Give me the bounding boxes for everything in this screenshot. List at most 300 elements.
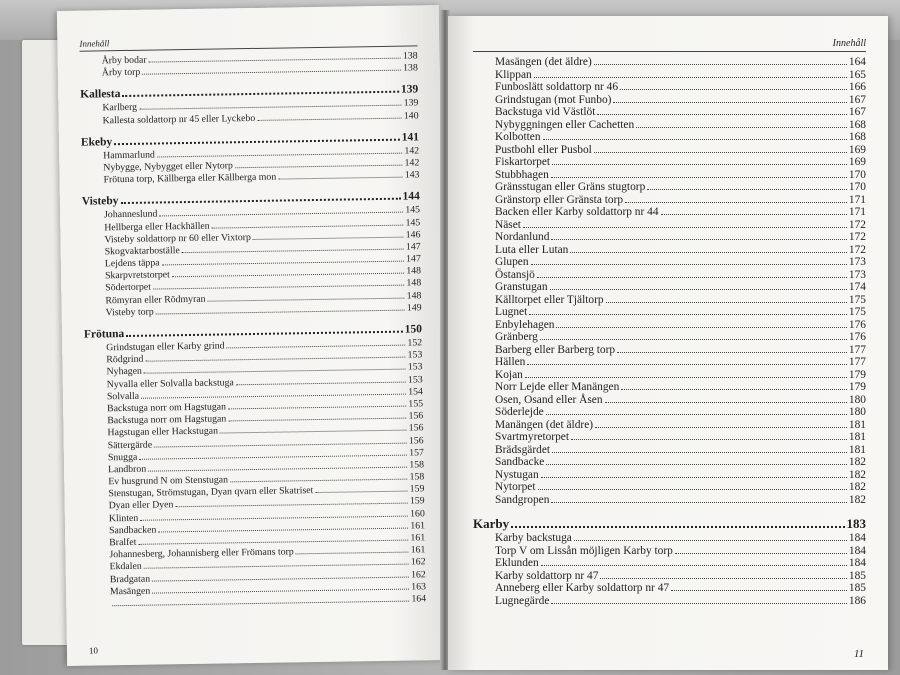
dot-leader <box>126 331 402 337</box>
dot-leader <box>571 439 847 440</box>
dot-leader <box>159 212 403 217</box>
dot-leader <box>152 588 409 593</box>
entry-title: Torp V om Lissån möjligen Karby torp <box>495 544 673 557</box>
dot-leader <box>253 236 404 239</box>
entry-title: Eklunden <box>495 557 539 569</box>
entry-title: Grindstugan (mot Funbo) <box>495 93 612 106</box>
dot-leader <box>227 345 406 349</box>
dot-leader <box>552 452 847 453</box>
page-ref: 181 <box>848 418 866 431</box>
dot-leader <box>551 502 846 503</box>
page-ref: 149 <box>406 302 422 314</box>
entry-title: Masängen (det äldre) <box>495 56 592 68</box>
dot-leader <box>296 552 409 555</box>
dot-leader <box>543 139 847 140</box>
page-ref: 156 <box>408 434 424 447</box>
toc-entry <box>473 595 866 608</box>
page-ref: 158 <box>409 471 425 483</box>
dot-leader <box>154 442 407 447</box>
entry-title: Skarpvretstorpet <box>104 269 170 282</box>
dot-leader <box>315 491 407 493</box>
dot-leader <box>235 165 403 169</box>
page-ref: 138 <box>402 50 418 62</box>
page-ref: 154 <box>408 386 423 398</box>
dot-leader <box>594 152 847 153</box>
entry-title: Källtorpet eller Tjältorp <box>495 293 604 306</box>
dot-leader <box>620 89 847 90</box>
page-ref: 182 <box>848 481 866 493</box>
dot-leader <box>153 285 405 290</box>
dot-leader <box>114 138 399 144</box>
dot-leader <box>212 224 404 228</box>
page-ref: 153 <box>407 349 423 361</box>
dot-leader <box>139 105 402 110</box>
dot-leader <box>546 414 847 415</box>
dot-leader <box>228 418 406 422</box>
page-ref: 170 <box>848 168 866 181</box>
page-ref: 180 <box>848 406 866 418</box>
entry-title: Glupen <box>495 256 529 268</box>
page-ref: 144 <box>402 190 420 203</box>
entry-title: Bralfet <box>109 536 137 549</box>
page-ref: 141 <box>401 131 419 144</box>
entry-title: Lejdens täppa <box>104 257 160 270</box>
toc-entry <box>473 394 866 407</box>
entry-title: Kolbotten <box>495 131 541 143</box>
entry-title: Rödgrind <box>106 353 144 366</box>
dot-leader <box>141 393 406 398</box>
entry-title: Årby torp <box>101 66 141 79</box>
toc-entry <box>473 144 866 157</box>
entry-title: Kojan <box>495 368 523 381</box>
toc-entry <box>473 356 866 369</box>
dot-leader <box>597 114 847 115</box>
page-ref: 184 <box>848 557 866 569</box>
entry-title: Nyvalla eller Solvalla backstuga <box>106 376 234 390</box>
dot-leader <box>236 381 406 385</box>
page-ref: 174 <box>848 281 866 293</box>
dot-leader <box>606 302 847 303</box>
toc-entry <box>473 582 866 595</box>
toc-entry <box>473 294 866 307</box>
dot-leader <box>529 314 847 315</box>
page-ref: 175 <box>848 306 866 318</box>
dot-leader <box>546 464 847 465</box>
page-ref: 161 <box>410 532 426 544</box>
page-ref: 156 <box>408 422 424 434</box>
page-number: 11 <box>853 648 864 660</box>
entry-title: Pustbohl eller Pusbol <box>495 143 592 156</box>
page-ref: 169 <box>848 143 866 156</box>
dot-leader <box>121 198 401 204</box>
entry-title: Sandbacken <box>108 524 157 537</box>
entry-title: Årby bodar <box>101 54 147 67</box>
dot-leader <box>636 127 847 128</box>
toc-entry <box>473 231 866 244</box>
dot-leader <box>551 603 847 604</box>
page-ref: 142 <box>404 157 420 169</box>
toc-entry <box>473 545 866 558</box>
dot-leader <box>613 102 846 103</box>
dot-leader <box>675 553 847 554</box>
page-ref: 182 <box>848 456 866 468</box>
entry-title: Snugga <box>107 451 138 463</box>
dot-leader <box>605 402 847 403</box>
section-title: Kallesta <box>80 88 121 102</box>
page-ref: 184 <box>848 532 866 544</box>
running-header: Innehåll <box>473 38 866 52</box>
toc-entry <box>473 306 866 319</box>
page-ref: 182 <box>848 493 866 506</box>
toc-entry <box>473 219 866 232</box>
page-ref: 162 <box>410 556 426 568</box>
page-ref: 138 <box>403 62 418 74</box>
entry-title: Ev husgrund N om Stenstugan <box>108 474 229 488</box>
right-page <box>448 16 888 670</box>
dot-leader <box>531 264 847 265</box>
entry-title: Backstuga norr om Hagstugan <box>107 401 227 415</box>
toc-entry <box>473 431 866 444</box>
page-ref: 147 <box>406 253 421 265</box>
page-ref: 186 <box>848 594 866 607</box>
page-ref: 173 <box>848 268 866 281</box>
page-ref: 167 <box>848 106 866 118</box>
dot-leader <box>156 309 405 314</box>
section-title: Karby <box>473 516 510 531</box>
dot-leader <box>220 430 407 434</box>
dot-leader <box>671 590 847 591</box>
page-ref: 161 <box>410 544 426 556</box>
dot-leader <box>175 503 408 508</box>
page-ref: 153 <box>407 361 423 373</box>
dot-leader <box>182 248 404 252</box>
entry-title: Nordanlund <box>495 231 550 243</box>
entry-title: Gränstorp eller Gränsta torp <box>495 193 624 206</box>
dot-leader <box>538 489 847 490</box>
page-number: 10 <box>88 645 99 656</box>
dot-leader <box>621 389 847 390</box>
page-ref: 145 <box>405 216 421 229</box>
dot-leader <box>600 578 846 579</box>
page-ref: 145 <box>405 204 421 216</box>
entry-title: Osen, Osand eller Åsen <box>495 393 603 406</box>
entry-title: Bradgatan <box>109 573 151 585</box>
page-ref: 157 <box>409 447 424 459</box>
dot-leader <box>541 477 847 478</box>
toc-entry <box>473 344 866 357</box>
dot-leader <box>511 526 844 528</box>
toc-entry <box>473 532 866 545</box>
toc-entry <box>473 69 866 82</box>
page-ref: 168 <box>848 118 866 131</box>
section-title: Frötuna <box>83 328 125 341</box>
page-ref: 185 <box>848 582 866 594</box>
page-ref: 179 <box>848 381 866 393</box>
entry-title: Barberg eller Barberg torp <box>495 343 616 356</box>
page-ref: 166 <box>848 81 866 93</box>
entry-title: Svartmyretorpet <box>495 431 570 443</box>
page-ref: 148 <box>406 289 422 302</box>
entry-title: Sandgropen <box>495 493 550 506</box>
toc-entry <box>473 570 866 583</box>
entry-title: Östansjö <box>495 268 535 281</box>
entry-title: Granstugan <box>495 281 548 293</box>
entry-title: Römyran eller Rödmyran <box>105 293 206 306</box>
entry-title: Nystugan <box>495 468 539 481</box>
entry-title: Norr Lejde eller Manängen <box>495 381 620 393</box>
page-ref: 148 <box>406 277 422 290</box>
toc-entry <box>473 56 866 69</box>
dot-leader <box>149 58 401 63</box>
page-ref: 139 <box>403 97 419 109</box>
dot-leader <box>647 189 847 190</box>
page-ref: 176 <box>848 318 866 331</box>
entry-title: Karby soldattorp nr 47 <box>495 569 599 582</box>
page-ref: 179 <box>848 368 866 381</box>
page-ref: 152 <box>407 337 423 349</box>
dot-leader <box>527 364 847 365</box>
toc-entry <box>473 206 866 219</box>
entry-title: Backstuga vid Västlöt <box>495 106 596 118</box>
page-ref: 172 <box>848 231 866 243</box>
page-ref: 185 <box>848 569 866 582</box>
page-ref: 172 <box>848 218 866 231</box>
page-ref: 140 <box>403 109 419 122</box>
dot-leader <box>139 454 407 459</box>
entry-title: Luta eller Lutan <box>495 243 569 256</box>
toc-entry <box>473 194 866 207</box>
entry-title: Klinten <box>108 512 139 524</box>
toc-entry <box>473 494 866 507</box>
entry-title: Hällen <box>495 356 526 368</box>
page-ref: 175 <box>848 293 866 306</box>
page-ref: 184 <box>848 544 866 557</box>
dot-leader <box>541 565 847 566</box>
page-ref: 176 <box>848 331 866 343</box>
dot-leader <box>144 369 406 374</box>
toc-entry <box>473 281 866 294</box>
page-ref: 148 <box>406 265 422 277</box>
toc-entry <box>473 106 866 119</box>
page-ref: 170 <box>848 181 866 193</box>
entry-title: Lugnet <box>495 306 528 318</box>
dot-leader <box>152 576 409 581</box>
dot-leader <box>148 466 407 471</box>
table-of-contents <box>473 56 866 607</box>
page-ref: 171 <box>848 206 866 218</box>
dot-leader <box>540 339 847 340</box>
entry-title: Brädsgärdet <box>495 443 551 456</box>
toc-entry <box>473 331 866 344</box>
toc-entry <box>473 169 866 182</box>
toc-entry <box>473 81 866 94</box>
page-ref: 164 <box>848 56 866 68</box>
entry-title: Söderlejde <box>495 406 544 418</box>
dot-leader <box>158 527 408 532</box>
entry-title: Backstuga norr om Hagstugan <box>107 413 227 427</box>
entry-title: Nytorpet <box>495 481 536 493</box>
page-ref: 173 <box>848 256 866 268</box>
page-ref: 182 <box>848 468 866 481</box>
page-ref: 153 <box>407 373 423 386</box>
toc-entry <box>473 119 866 132</box>
entry-title: Nybyggningen eller Cachetten <box>495 118 635 131</box>
entry-title: Solvalla <box>106 390 140 403</box>
page-ref: 160 <box>410 507 425 520</box>
page-ref: 171 <box>848 193 866 206</box>
table-of-contents <box>80 50 427 610</box>
entry-title: Grindstugan eller Karby grind <box>106 340 225 354</box>
entry-title: Anneberg eller Karby soldattorp nr 47 <box>495 582 670 594</box>
toc-entry <box>473 256 866 269</box>
entry-title: Enbylehagen <box>495 318 555 331</box>
entry-title: Lugnegärde <box>495 594 550 607</box>
dot-leader <box>556 327 846 328</box>
toc-entry <box>473 444 866 457</box>
page-ref: 177 <box>848 343 866 356</box>
toc-section <box>473 516 866 532</box>
entry-title: Johanneslund <box>104 208 158 221</box>
entry-title: Landbron <box>108 463 147 476</box>
dot-leader <box>138 540 408 545</box>
dot-leader <box>552 164 847 165</box>
dot-leader <box>208 297 405 301</box>
entry-title: Näset <box>495 218 521 231</box>
dot-leader <box>112 601 409 607</box>
dot-leader <box>551 239 846 240</box>
entry-title: Hammarlund <box>103 149 155 162</box>
dot-leader <box>278 177 403 180</box>
entry-title: Ekdalen <box>109 561 142 573</box>
toc-entry <box>473 244 866 257</box>
page-ref: 181 <box>848 443 866 456</box>
toc-entry <box>473 156 866 169</box>
page-ref: 183 <box>846 516 866 531</box>
entry-title: Södertorpet <box>105 282 152 294</box>
page-ref: 155 <box>408 398 424 410</box>
dot-leader <box>570 252 847 253</box>
toc-entry <box>473 469 866 482</box>
entry-title: Dyan eller Dyen <box>108 499 174 512</box>
page-ref: 159 <box>409 483 425 495</box>
page-ref: 161 <box>410 520 426 532</box>
dot-leader <box>551 177 847 178</box>
page-ref: 164 <box>411 593 427 605</box>
dot-leader <box>661 214 847 215</box>
dot-leader <box>574 540 847 541</box>
dot-leader <box>157 152 403 157</box>
entry-title: Gränsstugan eller Gräns stugtorp <box>495 181 646 193</box>
entry-title: Hagstugan eller Hackstugan <box>107 425 219 439</box>
entry-title: Visteby soldattorp nr 60 eller Vixtorp <box>104 231 251 246</box>
entry-title: Gränberg <box>495 331 538 343</box>
entry-title: Karlberg <box>102 102 138 114</box>
dot-leader <box>617 352 847 353</box>
page-ref: 142 <box>404 145 420 157</box>
entry-title: Kallesta soldattorp nr 45 eller Lyckebo <box>102 112 256 126</box>
entry-title: Manängen (det äldre) <box>495 418 594 431</box>
entry-title: Stenstugan, Strömstugan, Dyan qvarn eller Skatriset <box>108 485 314 500</box>
left-page <box>57 5 449 666</box>
entry-title: Sättergärde <box>107 439 153 451</box>
dot-leader <box>122 91 398 97</box>
entry-title: Skogvaktarboställe <box>104 245 180 258</box>
toc-entry <box>473 131 866 144</box>
toc-entry <box>473 419 866 432</box>
entry-title: Nyhagen <box>106 366 143 378</box>
section-title: Ekeby <box>80 135 113 149</box>
entry-title: Fiskartorpet <box>495 156 551 168</box>
entry-title: Klippan <box>495 68 532 81</box>
entry-title: Masängen <box>109 585 151 598</box>
entry-title: Sandbacke <box>495 456 545 468</box>
toc-entry <box>473 557 866 570</box>
dot-leader <box>172 273 405 278</box>
dot-leader <box>162 261 405 266</box>
toc-entry <box>473 406 866 419</box>
page-ref: 159 <box>409 495 425 507</box>
dot-leader <box>537 277 847 278</box>
dot-leader <box>625 202 847 203</box>
dot-leader <box>142 70 401 75</box>
toc-entry <box>473 481 866 494</box>
page-ref: 180 <box>848 393 866 406</box>
section-title: Visteby <box>81 195 119 208</box>
dot-leader <box>230 479 408 483</box>
page-ref: 177 <box>848 356 866 368</box>
entry-title: Stubbhagen <box>495 168 549 181</box>
entry-title: Nybygge, Nybygget eller Nytorp <box>103 160 233 174</box>
dot-leader <box>534 77 847 78</box>
page-ref: 156 <box>408 410 424 422</box>
page-ref: 162 <box>410 568 426 581</box>
toc-entry <box>473 94 866 107</box>
page-ref: 163 <box>411 581 427 593</box>
page-ref: 172 <box>848 243 866 256</box>
toc-entry <box>473 381 866 394</box>
dot-leader <box>525 377 847 378</box>
dot-leader <box>257 117 402 120</box>
dot-leader <box>595 427 847 428</box>
entry-title: Visteby torp <box>105 306 154 319</box>
dot-leader <box>523 227 847 228</box>
dot-leader <box>145 357 405 362</box>
dot-leader <box>594 64 847 65</box>
page-ref: 150 <box>404 323 423 336</box>
entry-title: Funboslätt soldattorp nr 46 <box>495 81 619 93</box>
dot-leader <box>140 515 408 520</box>
page-ref: 168 <box>848 131 866 143</box>
toc-entry <box>473 319 866 332</box>
toc-entry <box>473 181 866 194</box>
page-ref: 165 <box>848 68 866 81</box>
toc-entry <box>473 369 866 382</box>
dot-leader <box>228 406 406 410</box>
page-ref: 181 <box>848 431 866 443</box>
dot-leader <box>550 289 847 290</box>
toc-entry <box>473 269 866 282</box>
entry-title: Johannesberg, Johannisberg eller Frömans torp <box>109 546 294 561</box>
page-ref: 147 <box>405 241 421 253</box>
entry-title: Backen eller Karby soldattorp nr 44 <box>495 206 659 218</box>
page-ref: 169 <box>848 156 866 168</box>
page-ref: 146 <box>405 229 421 241</box>
page-ref: 139 <box>400 83 419 97</box>
dot-leader <box>144 564 409 569</box>
toc-entry <box>473 456 866 469</box>
page-ref: 143 <box>404 169 420 181</box>
entry-title: Hellberga eller Hackhällen <box>104 220 210 233</box>
